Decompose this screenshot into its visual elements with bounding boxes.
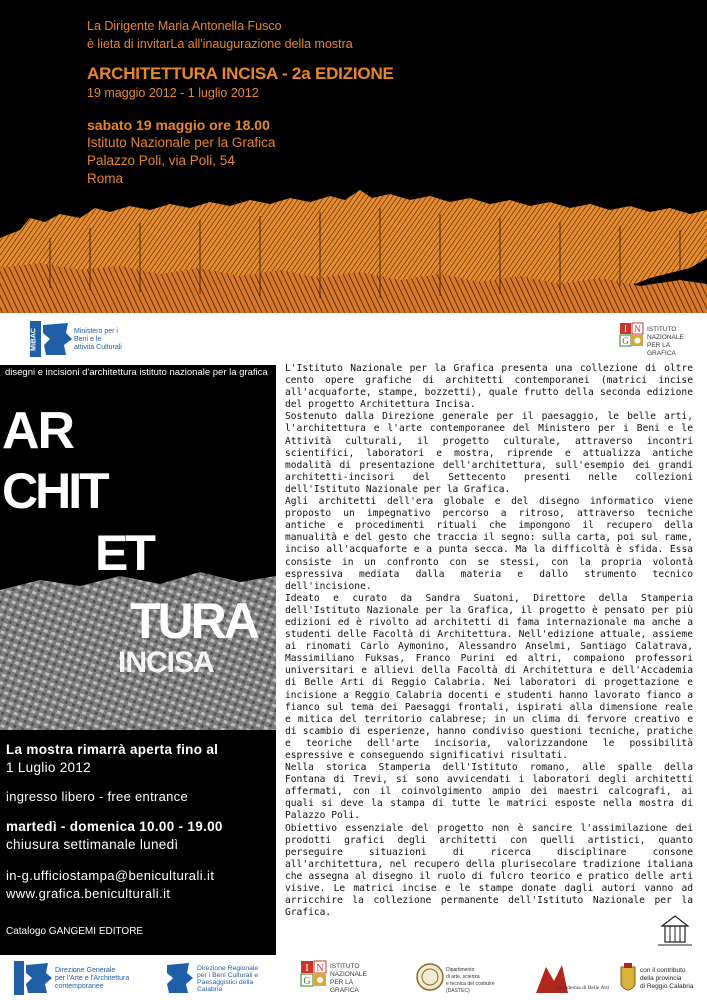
cityscape-engraving (0, 178, 707, 313)
venue-line: Roma (87, 171, 124, 186)
exhibition-description (285, 363, 693, 919)
mibac-mark: MiBAC (30, 328, 38, 351)
svg-text:NAZIONALE: NAZIONALE (330, 971, 367, 978)
description-paragraph: Obiettivo essenziale del progetto non è sancire l'assimilazione dei prodotti grafici degli architetti con quelli artistici, quanto perseguire situazioni di ricerca disciplinare consone all'architettura, nel recupero della plurisecolare tradizione italiana che assegna al disegno il ruolo di fulcro teorico e pratico delle arti visive. Le matrici incise e le stampe donate dagli autori vanno ad arricchire la collezione permanente dell'Istituto Nazionale per la Grafica. (285, 822, 693, 919)
svg-text:Calabria: Calabria (197, 986, 223, 993)
architettura-incisa-artwork (0, 400, 276, 730)
invitation-text (87, 17, 353, 53)
mibac-text: Beni e le (74, 336, 102, 343)
venue-line: Istituto Nazionale per la Grafica (87, 135, 276, 150)
mibac-logo (30, 321, 134, 357)
venue-line: Palazzo Poli, via Poli, 54 (87, 153, 235, 168)
weekly-closure: chiusura settimanale lunedì (6, 837, 179, 852)
dastec-department-logo (416, 961, 508, 997)
mibac-text: Ministero per i (74, 328, 118, 335)
svg-text:Accademia di Belle Arti: Accademia di Belle Arti (556, 985, 610, 991)
opening-datetime: sabato 19 maggio ore 18.00 (87, 117, 270, 133)
svg-text:di arte, scienza: di arte, scienza (446, 974, 480, 980)
svg-text:per l'Arte e l'Architettura: per l'Arte e l'Architettura (55, 975, 130, 982)
svg-text:ISTITUTO: ISTITUTO (330, 963, 360, 970)
svg-text:N: N (316, 963, 324, 974)
description-paragraph: L'Istituto Nazionale per la Grafica presenta una collezione di oltre cento opere grafiche di architetti contemporanei (matrici incise all'acquaforte, stampe, bozzetti), quale frutto della seconda edizione del progetto Architettura Incisa. (285, 363, 693, 411)
art-line: INCISA (118, 646, 214, 679)
svg-text:contemporanee: contemporanee (55, 983, 104, 990)
svg-text:N: N (634, 324, 641, 334)
provincia-reggio-calabria-logo (618, 961, 706, 999)
svg-text:con il contributo: con il contributo (640, 967, 686, 974)
open-until-text: La mostra rimarrà aperta fino al (6, 742, 219, 757)
description-paragraph: Agli architetti dell'era globale e del disegno informatico viene proposto un impegnativo percorso a ritroso, attraverso tecniche antiche e procedimenti rituali che impongono il recupero della manualità e del gesto che traccia il segno: sulla carta, poi sul rame, inciso all'acquaforte e a punta secca. Ma la difficoltà è sfida. Essa consiste in un confronto con se stessi, con la propria volontà espressiva mediata dalla materia e dallo strumento tecnico dell'incisione. (285, 496, 693, 592)
exhibition-dates: 19 maggio 2012 - 1 luglio 2012 (87, 86, 259, 100)
svg-text:PER LA: PER LA (647, 342, 671, 349)
svg-text:GRAFICA: GRAFICA (330, 987, 359, 994)
svg-text:I: I (305, 963, 309, 974)
svg-text:Paesaggistici della: Paesaggistici della (197, 979, 254, 986)
svg-text:di Reggio Calabria: di Reggio Calabria (640, 983, 694, 990)
svg-text:Dipartimento: Dipartimento (446, 967, 475, 973)
entrance-info: ingresso libero - free entrance (6, 789, 189, 804)
opening-hours: martedì - domenica 10.00 - 19.00 (6, 819, 223, 834)
description-paragraph: Nella storica Stamperia dell'Istituto romano, alle spalle della Fontana di Trevi, si sono avvicendati i laboratori degli architetti affermati, con il coinvolgimento ampio dei maestri calcografi, ai quali si deve la stampa di tutte le matrici esposte nella mostra di Palazzo Poli. (285, 762, 693, 822)
mibac-direzione-regionale-logo (165, 961, 295, 997)
art-line: AR (2, 402, 74, 460)
mibac-text: attività Culturali (74, 344, 122, 351)
svg-text:PER LA: PER LA (330, 979, 354, 986)
svg-text:G: G (622, 336, 629, 346)
description-paragraph: Ideato e curato da Sandra Suatoni, Direttore della Stamperia dell'Istituto Nazionale per la Grafica, il progetto è pensato per più edizioni ed è rivolto ad architetti di fama internazionale ma anche a studenti delle Facoltà di Architettura. Nell'edizione attuale, assieme ai rinomati Carlo Aymonino, Alessandro Anselmi, Santiago Calatrava, Massimiliano Fuksas, Franco Purini ed altri, compaiono professori universitari e allievi della Facoltà di Architettura e dell'Accademia di Belle Arti di Reggio Calabria. Nei laboratori di progettazione e incisione a Reggio Calabria docenti e studenti hanno lavorato fianco a fianco sul tema dei Paesaggi frontali, ispirati alla dimensione reale e mitica del territorio calabrese; in un clima di fervore creativo e di scambio di esperienze, hanno condiviso questioni tecniche, pratiche e teoriche dell'arte incisoria, valorizzandone le possibilità espressive e conseguendo significativi risultati. (285, 592, 693, 761)
svg-text:della provincia: della provincia (640, 975, 682, 982)
description-paragraph: Sostenuto dalla Direzione generale per il paesaggio, le belle arti, l'architettura e l'arte contemporanee del Ministero per i Beni e le Attività culturali, il progetto culturale, attraverso incontri scientifici, laboratori e mostra, riprende e attualizza antiche modalità di presentazione dell'architettura, sull'esempio dei grandi architetti-incisori del Settecento presenti nelle collezioni dell'Istituto Nazionale per la Grafica. (285, 411, 693, 495)
invitation-line: La Dirigente Maria Antonella Fusco (87, 19, 282, 33)
svg-text:I: I (624, 324, 627, 334)
info-panel (0, 365, 276, 955)
svg-text:ISTITUTO: ISTITUTO (647, 326, 677, 333)
art-line: ET (95, 525, 153, 581)
closing-date: 1 Luglio 2012 (6, 760, 91, 775)
accademia-belle-arti-logo (532, 961, 610, 997)
panel-caption: disegni e incisioni d'architettura istituto nazionale per la grafica (5, 367, 268, 378)
svg-text:Direzione Regionale: Direzione Regionale (197, 965, 259, 972)
press-email-link[interactable]: in-g.ufficiostampa@beniculturali.it (6, 868, 215, 883)
svg-text:GRAFICA: GRAFICA (647, 350, 676, 357)
mibac-direzione-generale-logo (14, 961, 164, 995)
svg-text:G: G (303, 976, 311, 987)
invitation-line: è lieta di invitarLa all'inaugurazione della mostra (87, 37, 353, 51)
ing-footer-logo (301, 961, 379, 997)
art-line: CHIT (2, 463, 107, 519)
svg-text:(DASTEC): (DASTEC) (446, 988, 470, 994)
svg-text:per i Beni Culturali e: per i Beni Culturali e (197, 972, 259, 979)
exhibition-title: ARCHITETTURA INCISA - 2a EDIZIONE (87, 64, 394, 83)
svg-text:Direzione Generale: Direzione Generale (55, 967, 116, 974)
invitation-header (0, 0, 707, 313)
gangemi-publisher-logo (650, 912, 700, 948)
art-line: TURA (130, 593, 257, 649)
svg-text:e tecnica del costruire: e tecnica del costruire (446, 981, 495, 987)
ing-logo (620, 323, 700, 357)
svg-text:NAZIONALE: NAZIONALE (647, 334, 684, 341)
website-link[interactable]: www.grafica.beniculturali.it (6, 886, 171, 901)
catalog-publisher: Catalogo GANGEMI EDITORE (6, 926, 144, 937)
